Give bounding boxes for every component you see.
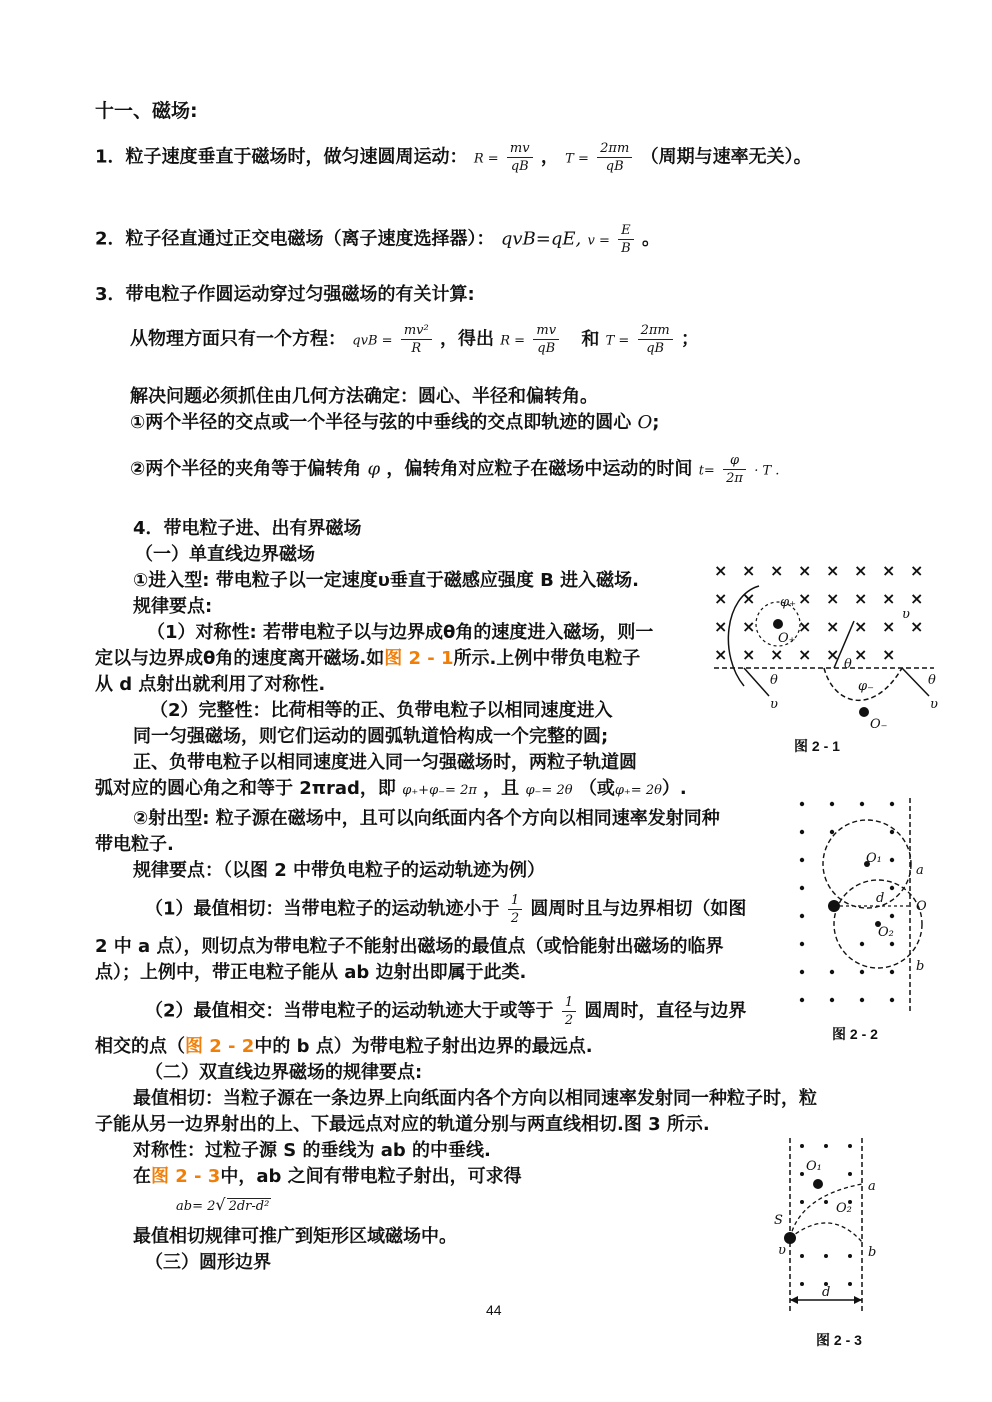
item-4-line-17 bbox=[95, 1032, 593, 1058]
svg-text:×: × bbox=[770, 561, 784, 580]
label-b: b bbox=[916, 959, 925, 974]
label-o2: O₂ bbox=[836, 1201, 852, 1216]
label-d: d bbox=[822, 1285, 831, 1300]
label-s: S bbox=[774, 1213, 783, 1228]
item-3-r-lhs: R = bbox=[500, 333, 526, 349]
item-4-line-4-a: 定以与边界成θ角的速度离开磁场.如 bbox=[95, 648, 385, 669]
item-1-t-num: 2πm bbox=[597, 140, 632, 158]
width-arrow-right-head bbox=[854, 1296, 862, 1304]
item-4-line-21-a: 在 bbox=[133, 1166, 151, 1187]
figure-2-2 bbox=[792, 796, 942, 1018]
label-o1: O₁ bbox=[806, 1159, 822, 1174]
figure-2-3-link[interactable]: 图 2 - 3 bbox=[151, 1166, 221, 1187]
item-4-line-19: 子能从另一边界射出的上、下最远点对应的轨道分别与两直线相切.图 3 所示. bbox=[95, 1114, 710, 1135]
item-3-frac-1-den: R bbox=[411, 341, 422, 356]
label-theta-left: θ bbox=[770, 673, 778, 688]
item-3-line-1-b: ，得出 bbox=[439, 328, 494, 350]
item-4-line-20: 对称性：过粒子源 S 的垂线为 ab 的中垂线. bbox=[133, 1140, 491, 1161]
svg-text:×: × bbox=[854, 645, 868, 664]
svg-text:×: × bbox=[882, 617, 896, 636]
item-4-subsection-1: （一）单直线边界磁场 bbox=[135, 544, 315, 565]
svg-text:×: × bbox=[770, 645, 784, 664]
item-4-line-13-b: 圆周时且与边界相切（如图 bbox=[530, 898, 747, 920]
center-o-plus bbox=[773, 619, 783, 629]
half-fraction bbox=[508, 892, 522, 927]
item-1-t-fraction bbox=[597, 140, 632, 175]
item-3-line-3-o: O bbox=[637, 412, 653, 433]
label-o2: O₂ bbox=[878, 925, 894, 940]
item-2-v-fraction bbox=[618, 222, 634, 257]
label-phi-minus: φ₋ bbox=[858, 679, 874, 694]
item-4-line-15: 点）；上例中，带正电粒子能从 ab 边射出即属于此类. bbox=[95, 962, 527, 983]
item-1-text: 1．粒子速度垂直于磁场时，做匀速圆周运动： bbox=[95, 146, 468, 168]
item-4-line-4-b: 所示.上例中带负电粒子 bbox=[453, 648, 641, 669]
svg-text:×: × bbox=[714, 561, 728, 580]
item-4-line-9-c: （或 bbox=[578, 778, 615, 799]
item-3-line-1-a: 从物理方面只有一个方程： bbox=[130, 328, 346, 350]
item-2-v-num: E bbox=[618, 222, 634, 240]
item-3-line-3-b: ; bbox=[652, 412, 660, 433]
item-4-line-18: 最值相切：当粒子源在一条边界上向纸面内各个方向以相同速率发射同一种粒子时，粒 bbox=[133, 1088, 817, 1109]
item-4-subsection-3: （三）圆形边界 bbox=[145, 1252, 271, 1273]
label-v-top: υ bbox=[902, 607, 910, 622]
item-3-line-4 bbox=[130, 452, 779, 487]
item-4-line-6: （2）完整性：比荷相等的正、负带电粒子以相同速度进入 bbox=[150, 700, 613, 721]
center-o1 bbox=[813, 1179, 823, 1189]
item-3-line-1 bbox=[130, 322, 699, 357]
item-3-qvb: qvB = bbox=[352, 333, 393, 349]
half-fraction-2 bbox=[562, 994, 576, 1029]
item-3-frac-1-num: mv² bbox=[401, 322, 432, 340]
item-1-r-fraction bbox=[507, 140, 533, 175]
label-a: a bbox=[916, 863, 924, 878]
svg-text:×: × bbox=[854, 589, 868, 608]
item-2-text: 2．粒子径直通过正交电磁场（离子速度选择器）： bbox=[95, 228, 495, 250]
figure-2-1-caption: 图 2 - 1 bbox=[794, 738, 840, 754]
half-fraction-num: 1 bbox=[508, 892, 522, 910]
velocity-right bbox=[902, 668, 929, 696]
svg-text:×: × bbox=[882, 589, 896, 608]
item-3-line-3 bbox=[130, 408, 660, 434]
svg-text:×: × bbox=[714, 589, 728, 608]
item-3-line-4-b: ，偏转角对应粒子在磁场中运动的时间 bbox=[386, 458, 693, 480]
svg-text:×: × bbox=[798, 645, 812, 664]
item-3-line-2: 解决问题必须抓住由几何方法确定：圆心、半径和偏转角。 bbox=[130, 386, 598, 407]
item-4-line-9-d: ）. bbox=[661, 778, 687, 799]
item-4-line-9 bbox=[95, 774, 687, 800]
half-fraction-2-den: 2 bbox=[564, 1013, 574, 1028]
item-4-line-9-a: 弧对应的圆心角之和等于 2πrad，即 bbox=[95, 778, 396, 799]
item-2-v-den: B bbox=[621, 241, 631, 256]
item-4-line-9-eq-1: φ₊+φ₋= 2π bbox=[402, 783, 477, 798]
item-3-line-1-d: ； bbox=[681, 328, 700, 350]
svg-text:×: × bbox=[910, 589, 924, 608]
item-3-t-lhs-time: t= bbox=[698, 463, 715, 479]
svg-text:×: × bbox=[854, 561, 868, 580]
label-o-minus: O₋ bbox=[870, 717, 888, 732]
item-4-line-13 bbox=[145, 892, 746, 927]
ab-formula-radicand: 2dr-d² bbox=[228, 1199, 270, 1214]
ab-formula: ab= 2√ 2dr-d² bbox=[176, 1195, 270, 1214]
item-3-frac-1 bbox=[401, 322, 432, 357]
item-4-line-4 bbox=[95, 644, 640, 670]
item-2-v-lhs: v = bbox=[587, 233, 610, 249]
item-3-t-rhs: · T . bbox=[754, 463, 780, 479]
item-4-subsection-2: （二）双直线边界磁场的规律要点: bbox=[145, 1062, 423, 1083]
item-4-line-21-b: 中，ab 之间有带电粒子射出，可求得 bbox=[220, 1166, 522, 1187]
item-4-line-21 bbox=[133, 1162, 522, 1188]
lower-arc bbox=[790, 1223, 862, 1242]
svg-text:×: × bbox=[882, 645, 896, 664]
item-1-note: （周期与速率无关）。 bbox=[640, 146, 812, 168]
item-3-t-lhs: T = bbox=[605, 333, 630, 349]
item-3-time-num: φ bbox=[723, 452, 746, 470]
svg-text:×: × bbox=[882, 561, 896, 580]
item-1-r-den: qB bbox=[510, 159, 529, 174]
label-phi-plus: φ₊ bbox=[780, 595, 796, 610]
item-4-line-16-b: 圆周时，直径与边界 bbox=[584, 1000, 747, 1022]
section-heading: 十一、磁场: bbox=[95, 100, 198, 122]
label-b: b bbox=[868, 1245, 877, 1260]
label-o: O bbox=[916, 899, 927, 914]
svg-text:×: × bbox=[742, 617, 756, 636]
page-number: 44 bbox=[486, 1302, 502, 1318]
item-2 bbox=[95, 222, 660, 257]
item-4-line-16 bbox=[145, 994, 746, 1029]
item-4-line-12: 规律要点：（以图 2 中带负电粒子的运动轨迹为例） bbox=[133, 860, 546, 881]
item-4-line-22: 最值相切规律可推广到矩形区域磁场中。 bbox=[133, 1226, 457, 1247]
item-4-line-10: ②射出型: 粒子源在磁场中，且可以向纸面内各个方向以相同速率发射同种 bbox=[133, 808, 720, 829]
figure-2-2-caption: 图 2 - 2 bbox=[832, 1026, 878, 1042]
svg-text:×: × bbox=[826, 617, 840, 636]
label-d: d bbox=[876, 891, 885, 906]
svg-text:×: × bbox=[742, 645, 756, 664]
item-4-line-17-a: 相交的点（ bbox=[95, 1036, 185, 1057]
item-3-time-fraction bbox=[723, 452, 746, 487]
label-o1: O₁ bbox=[866, 851, 882, 866]
item-3-frac-2 bbox=[533, 322, 559, 357]
item-4-title: 4．带电粒子进、出有界磁场 bbox=[133, 518, 362, 539]
item-4-line-7: 同一匀强磁场，则它们运动的圆弧轨道恰构成一个完整的圆; bbox=[133, 726, 609, 747]
item-4-line-13-a: （1）最值相切：当带电粒子的运动轨迹小于 bbox=[145, 898, 500, 920]
label-a: a bbox=[868, 1179, 876, 1194]
item-3-time-den: 2π bbox=[726, 471, 743, 486]
item-3-frac-3-num: 2πm bbox=[638, 322, 673, 340]
item-4-line-5: 从 d 点射出就利用了对称性. bbox=[95, 674, 326, 695]
svg-text:×: × bbox=[826, 645, 840, 664]
svg-text:×: × bbox=[798, 589, 812, 608]
item-4-line-17-b: 中的 b 点）为带电粒子射出边界的最远点. bbox=[254, 1036, 593, 1057]
svg-text:×: × bbox=[742, 561, 756, 580]
item-1-t-den: qB bbox=[605, 159, 624, 174]
svg-text:×: × bbox=[714, 617, 728, 636]
item-4-line-8: 正、负带电粒子以相同速度进入同一匀强磁场时，两粒子轨道圆 bbox=[133, 752, 637, 773]
label-v-right: υ bbox=[930, 697, 938, 712]
svg-text:×: × bbox=[742, 589, 756, 608]
item-3-line-4-phi: φ bbox=[367, 458, 381, 480]
item-4-line-14: 2 中 a 点），则切点为带电粒子不能射出磁场的最值点（或恰能射出磁场的临界 bbox=[95, 936, 724, 957]
label-o-plus: O₊ bbox=[778, 631, 796, 646]
figure-2-3 bbox=[770, 1136, 890, 1332]
item-3-line-3-a: ①两个半径的交点或一个半径与弦的中垂线的交点即轨迹的圆心 bbox=[130, 412, 632, 433]
item-3-line-1-c: 和 bbox=[581, 328, 600, 350]
item-1-t-lhs: T = bbox=[565, 151, 589, 167]
item-1-r-lhs: R = bbox=[473, 151, 499, 167]
width-arrow-left-head bbox=[790, 1296, 798, 1304]
item-3-line-4-a: ②两个半径的夹角等于偏转角 bbox=[130, 458, 362, 480]
velocity-left bbox=[744, 668, 769, 696]
item-4-line-9-eq-3: φ₊= 2θ bbox=[614, 783, 662, 798]
label-theta-mid: θ bbox=[844, 657, 852, 672]
item-4-line-1: ①进入型: 带电粒子以一定速度υ垂直于磁感应强度 B 进入磁场. bbox=[133, 570, 639, 591]
svg-text:×: × bbox=[910, 561, 924, 580]
item-4-line-9-b: ，且 bbox=[483, 778, 520, 799]
item-4-line-2: 规律要点: bbox=[133, 596, 213, 617]
svg-text:×: × bbox=[826, 589, 840, 608]
item-3-frac-2-den: qB bbox=[537, 341, 556, 356]
item-4-line-9-eq-2: φ₋= 2θ bbox=[525, 783, 573, 798]
item-3-frac-3 bbox=[638, 322, 673, 357]
item-3-frac-3-den: qB bbox=[646, 341, 665, 356]
figure-2-1-link[interactable]: 图 2 - 1 bbox=[384, 648, 454, 669]
item-3-frac-2-num: mv bbox=[533, 322, 559, 340]
figure-2-1 bbox=[704, 556, 954, 736]
label-v-left: υ bbox=[770, 697, 778, 712]
item-4-line-3: （1）对称性: 若带电粒子以与边界成θ角的速度进入磁场，则一 bbox=[147, 622, 654, 643]
item-3-title: 3．带电粒子作圆运动穿过匀强磁场的有关计算: bbox=[95, 284, 475, 305]
item-2-eq: qvB=qE, bbox=[500, 228, 582, 250]
half-fraction-2-num: 1 bbox=[562, 994, 576, 1012]
item-1 bbox=[95, 140, 812, 175]
label-theta-right: θ bbox=[928, 673, 936, 688]
svg-text:×: × bbox=[798, 561, 812, 580]
svg-text:×: × bbox=[854, 617, 868, 636]
figure-2-2-link[interactable]: 图 2 - 2 bbox=[185, 1036, 255, 1057]
svg-text:×: × bbox=[910, 617, 924, 636]
field-cross-marks bbox=[714, 561, 923, 664]
figure-2-3-caption: 图 2 - 3 bbox=[816, 1332, 862, 1348]
svg-text:×: × bbox=[714, 645, 728, 664]
item-4-line-11: 带电粒子. bbox=[95, 834, 174, 855]
item-4-line-16-a: （2）最值相交：当带电粒子的运动轨迹大于或等于 bbox=[145, 1000, 554, 1022]
ab-formula-lhs: ab= 2 bbox=[176, 1199, 216, 1214]
item-1-sep: ， bbox=[540, 146, 559, 168]
label-v: υ bbox=[778, 1243, 786, 1258]
center-o-minus bbox=[859, 707, 869, 717]
svg-text:×: × bbox=[798, 617, 812, 636]
item-2-end: 。 bbox=[641, 228, 660, 250]
half-fraction-den: 2 bbox=[510, 911, 520, 926]
svg-text:×: × bbox=[826, 561, 840, 580]
item-1-r-num: mv bbox=[507, 140, 533, 158]
